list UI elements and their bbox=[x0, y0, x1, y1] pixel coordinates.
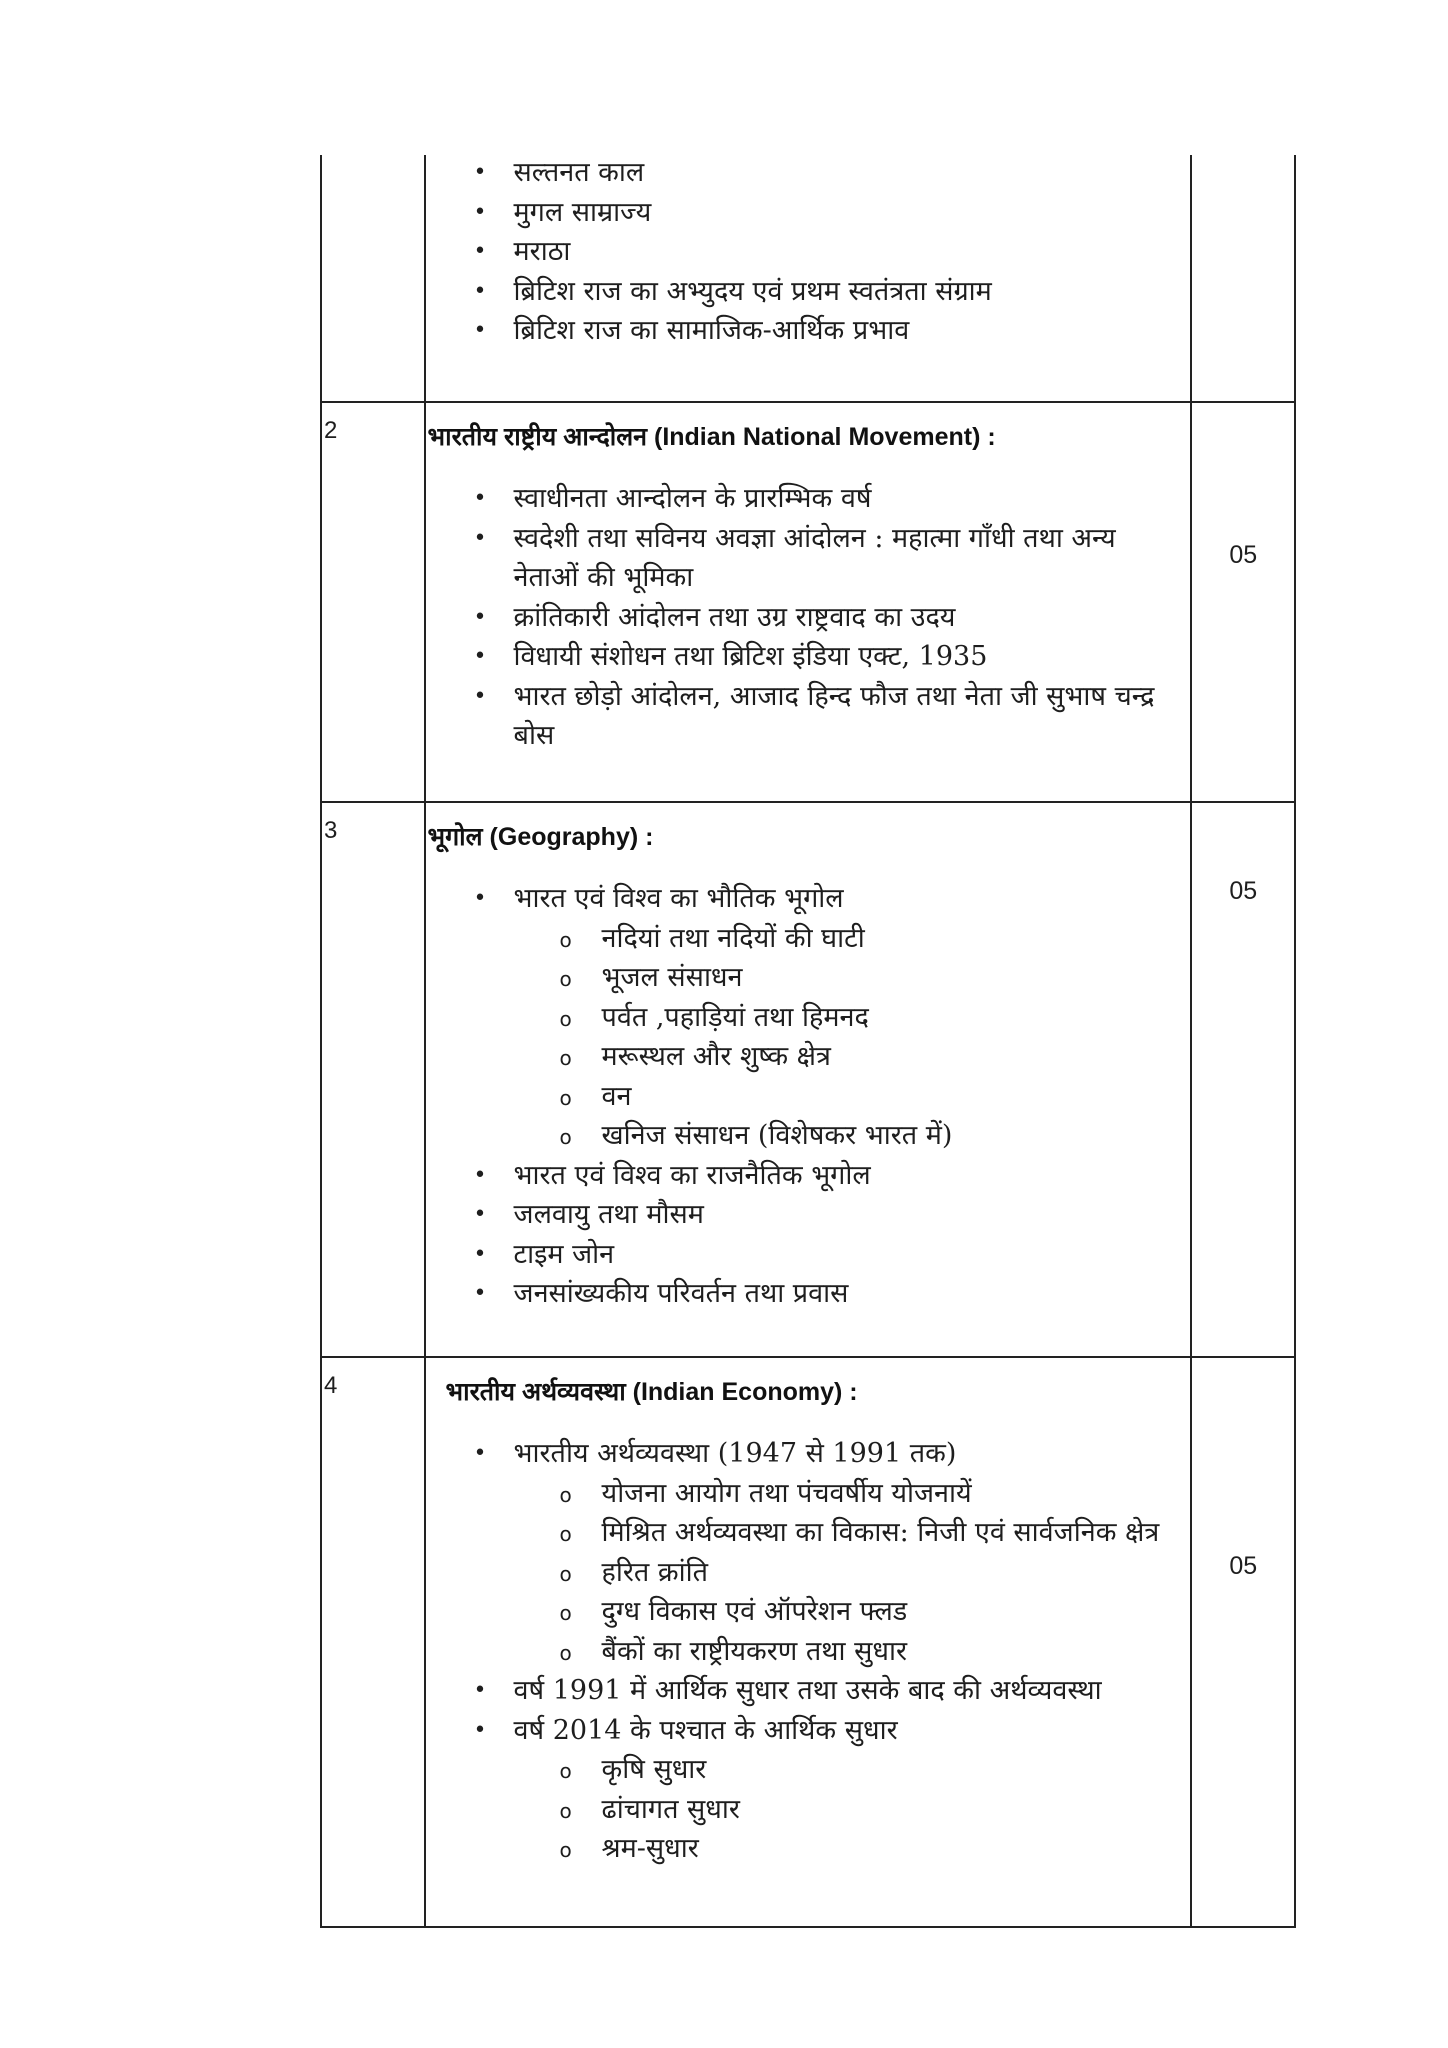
list-item: • स्वाधीनता आन्दोलन के प्रारम्भिक वर्ष bbox=[514, 479, 1191, 519]
bullet-icon: • bbox=[473, 278, 487, 304]
marks-cell bbox=[1191, 155, 1295, 402]
topic-heading: भारतीय अर्थव्यवस्था (Indian Economy) : bbox=[445, 1378, 858, 1406]
list-item: • टाइम जोन bbox=[514, 1235, 1191, 1275]
topic-list bbox=[426, 1434, 1191, 1869]
table-row bbox=[321, 1357, 1295, 1927]
list-item: • भारत एवं विश्व का भौतिक भूगोल o नदियां तथा नदियों की घाटी o भूजल संसाधन o पर्वत ,पहाड़ियां तथा हिमनद o मरूस्थल और शुष्क क्षेत्र o वन o खनिज संसाधन (विशेषकर भारत में) bbox=[514, 879, 1191, 1156]
serial-number bbox=[321, 155, 425, 402]
bullet-icon: • bbox=[473, 644, 487, 669]
sub-list-item: o दुग्ध विकास एवं ऑपरेशन फ्लड bbox=[602, 1592, 1181, 1632]
circle-bullet-icon: o bbox=[559, 1125, 572, 1149]
list-item: • भारत छोड़ो आंदोलन, आजाद हिन्द फौज तथा नेता जी सुभाष चन्द्र बोस bbox=[514, 677, 1191, 756]
circle-bullet-icon: o bbox=[559, 927, 572, 952]
circle-bullet-icon: o bbox=[559, 1798, 572, 1823]
bullet-icon: • bbox=[473, 199, 487, 225]
list-item: • भारत एवं विश्व का राजनैतिक भूगोल bbox=[514, 1156, 1191, 1196]
circle-bullet-icon: o bbox=[559, 1085, 572, 1110]
list-item: • जनसांख्यकीय परिवर्तन तथा प्रवास bbox=[514, 1274, 1191, 1314]
bullet-icon: • bbox=[473, 486, 487, 511]
sub-list-item: o खनिज संसाधन (विशेषकर भारत में) bbox=[602, 1116, 1181, 1156]
table-row bbox=[321, 402, 1295, 802]
list-item: • क्रांतिकारी आंदोलन तथा उग्र राष्ट्रवाद का उदय bbox=[514, 598, 1191, 638]
marks-cell: 05 bbox=[1191, 802, 1295, 1357]
topic-content bbox=[425, 802, 1192, 1357]
bullet-icon: • bbox=[473, 1281, 487, 1306]
sub-list-item: o कृषि सुधार bbox=[602, 1750, 1181, 1790]
marks-cell: 05 bbox=[1191, 1357, 1295, 1927]
topic-content bbox=[425, 155, 1192, 402]
sub-list-item: o श्रम-सुधार bbox=[602, 1829, 1181, 1869]
sub-list-item: o भूजल संसाधन bbox=[602, 958, 1181, 998]
bullet-icon: • bbox=[473, 318, 487, 343]
list-item: • सल्तनत काल bbox=[514, 153, 1191, 193]
bullet-icon: • bbox=[473, 1678, 487, 1703]
sub-list-item: o ढांचागत सुधार bbox=[602, 1790, 1181, 1830]
sub-list-item: o मरूस्थल और शुष्क क्षेत्र bbox=[602, 1037, 1181, 1077]
list-item: • जलवायु तथा मौसम bbox=[514, 1195, 1191, 1235]
table-row bbox=[321, 155, 1295, 402]
circle-bullet-icon: o bbox=[559, 1046, 572, 1070]
list-item: • विधायी संशोधन तथा ब्रिटिश इंडिया एक्ट, 1935 bbox=[514, 637, 1191, 677]
serial-number: 3 bbox=[321, 802, 425, 1357]
topic-heading: भारतीय राष्ट्रीय आन्दोलन (Indian National Movement) : bbox=[427, 423, 996, 451]
sub-list-item: o मिश्रित अर्थव्यवस्था का विकास: निजी एवं सार्वजनिक क्षेत्र bbox=[602, 1513, 1181, 1553]
syllabus-table bbox=[320, 155, 1296, 1928]
bullet-icon: • bbox=[473, 1717, 487, 1743]
bullet-icon: • bbox=[473, 1202, 487, 1227]
bullet-icon: • bbox=[473, 604, 487, 630]
sub-list-item: o पर्वत ,पहाड़ियां तथा हिमनद bbox=[602, 998, 1181, 1038]
sub-list bbox=[514, 1474, 1181, 1672]
bullet-icon: • bbox=[473, 683, 487, 709]
bullet-icon: • bbox=[473, 160, 487, 185]
circle-bullet-icon: o bbox=[559, 967, 572, 991]
sub-list-item: o नदियां तथा नदियों की घाटी bbox=[602, 919, 1181, 959]
topic-content bbox=[425, 402, 1192, 802]
bullet-icon: • bbox=[473, 1162, 487, 1188]
sub-list-item: o बैंकों का राष्ट्रीयकरण तथा सुधार bbox=[602, 1632, 1181, 1672]
list-item: • भारतीय अर्थव्यवस्था (1947 से 1991 तक) o योजना आयोग तथा पंचवर्षीय योजनायें o मिश्रित अर्थव्यवस्था का विकास: निजी एवं सार्वजनिक क्षेत्र o हरित क्रांति o दुग्ध विकास एवं ऑपरेशन फ्लड o बैंकों का राष्ट्रीयकरण तथा सुधार bbox=[514, 1434, 1191, 1671]
circle-bullet-icon: o bbox=[559, 1006, 572, 1031]
circle-bullet-icon: o bbox=[559, 1640, 572, 1665]
circle-bullet-icon: o bbox=[559, 1601, 572, 1625]
list-item: • मराठा bbox=[514, 232, 1191, 272]
circle-bullet-icon: o bbox=[559, 1838, 572, 1862]
sub-list-item: o योजना आयोग तथा पंचवर्षीय योजनायें bbox=[602, 1474, 1181, 1514]
circle-bullet-icon: o bbox=[559, 1482, 572, 1507]
sub-list-item: o हरित क्रांति bbox=[602, 1553, 1181, 1593]
serial-number: 2 bbox=[321, 402, 425, 802]
serial-number: 4 bbox=[321, 1357, 425, 1927]
topic-heading: भूगोल (Geography) : bbox=[427, 823, 654, 851]
list-item: • स्वदेशी तथा सविनय अवज्ञा आंदोलन : महात्मा गाँधी तथा अन्य नेताओं की भूमिका bbox=[514, 519, 1191, 598]
table-row bbox=[321, 802, 1295, 1357]
list-item: • ब्रिटिश राज का अभ्युदय एवं प्रथम स्वतंत्रता संग्राम bbox=[514, 272, 1191, 312]
topic-content bbox=[425, 1357, 1192, 1927]
circle-bullet-icon: o bbox=[559, 1522, 572, 1546]
list-item: • ब्रिटिश राज का सामाजिक-आर्थिक प्रभाव bbox=[514, 311, 1191, 351]
sub-list bbox=[514, 1750, 1181, 1869]
topic-list bbox=[426, 879, 1191, 1314]
circle-bullet-icon: o bbox=[559, 1561, 572, 1586]
topic-list bbox=[426, 153, 1191, 351]
bullet-icon: • bbox=[473, 1241, 487, 1267]
topic-list bbox=[426, 479, 1191, 756]
list-item: • वर्ष 1991 में आर्थिक सुधार तथा उसके बाद की अर्थव्यवस्था bbox=[514, 1671, 1191, 1711]
bullet-icon: • bbox=[473, 1441, 487, 1466]
circle-bullet-icon: o bbox=[559, 1759, 572, 1783]
sub-list-item: o वन bbox=[602, 1077, 1181, 1117]
list-item: • वर्ष 2014 के पश्चात के आर्थिक सुधार o कृषि सुधार o ढांचागत सुधार o श्रम-सुधार bbox=[514, 1711, 1191, 1869]
bullet-icon: • bbox=[473, 525, 487, 551]
list-item: • मुगल साम्राज्य bbox=[514, 193, 1191, 233]
bullet-icon: • bbox=[473, 239, 487, 264]
marks-cell: 05 bbox=[1191, 402, 1295, 802]
bullet-icon: • bbox=[473, 886, 487, 911]
sub-list bbox=[514, 919, 1181, 1156]
